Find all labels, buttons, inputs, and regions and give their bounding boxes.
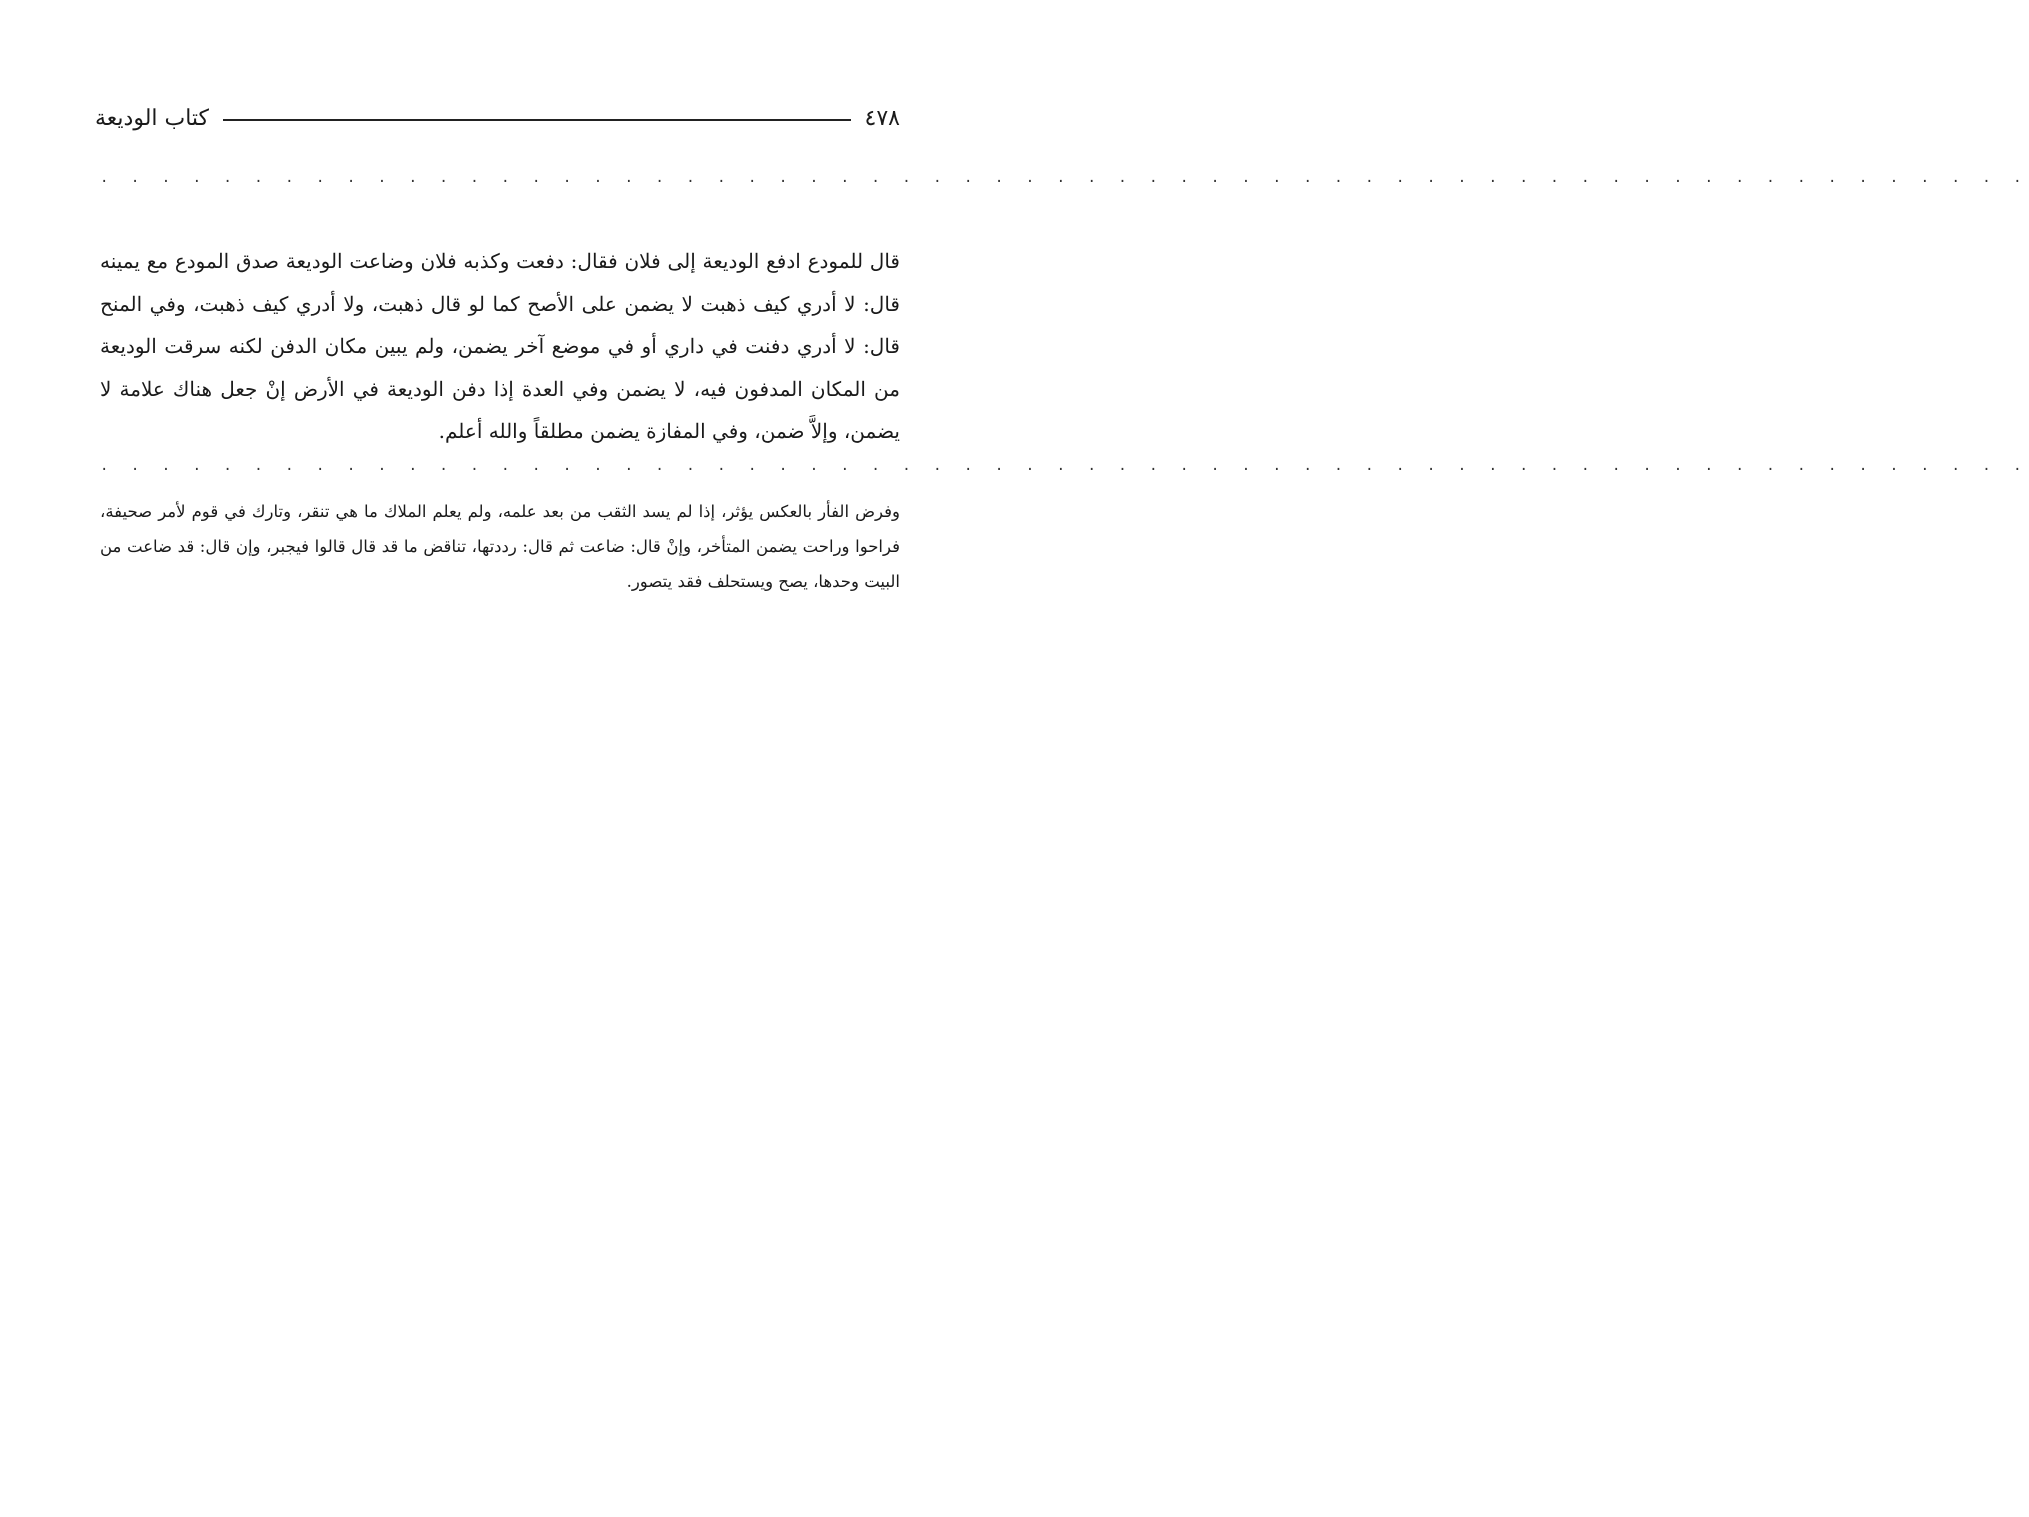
footnote-paragraph: وفرض الفأر بالعكس يؤثر، إذا لم يسد الثقب من بعد علمه، ولم يعلم الملاك ما هي تنقر، وتارك في قوم لأمر صحيفة، فراحوا وراحت يضمن المتأخر، وإنْ قال: ضاعت ثم قال: رددتها، تناقض ما قد قال قالوا فيجبر، وإن قال: قد ضاعت من البيت وحدها، يصح ويستحلف فقد يتصور. — [100, 502, 900, 591]
page-header — [95, 98, 900, 138]
book-title: كتاب الوديعة — [95, 105, 210, 131]
page-number: ٤٧٨ — [864, 105, 900, 131]
dotted-separator-middle: . . . . . . . . . . . . . . . . . . . . . . . . . . . . . . . . . . . . . . . . . . . . . . . . . . . . . . . . . . . . . . . — [100, 458, 2029, 474]
main-paragraph: قال للمودع ادفع الوديعة إلى فلان فقال: دفعت وكذبه فلان وضاعت الوديعة صدق المودع مع يمينه قال: لا أدري كيف ذهبت لا يضمن على الأصح كما لو قال ذهبت، ولا أدري كيف ذهبت، وفي المنح قال: لا أدري دفنت في داري أو في موضع آخر يضمن، ولم يبين مكان الدفن لكنه سرقت الوديعة من المكان المدفون فيه، لا يضمن وفي العدة إذا دفن الوديعة في الأرض إنْ جعل هناك علامة لا يضمن، وإلاَّ ضمن، وفي المفازة يضمن مطلقاً والله أعلم. — [100, 249, 900, 443]
header-rule — [223, 119, 851, 121]
dotted-separator-top: . . . . . . . . . . . . . . . . . . . . . . . . . . . . . . . . . . . . . . . . . . . . . . . . . . . . . . . . . . . . . . . — [100, 170, 2029, 186]
